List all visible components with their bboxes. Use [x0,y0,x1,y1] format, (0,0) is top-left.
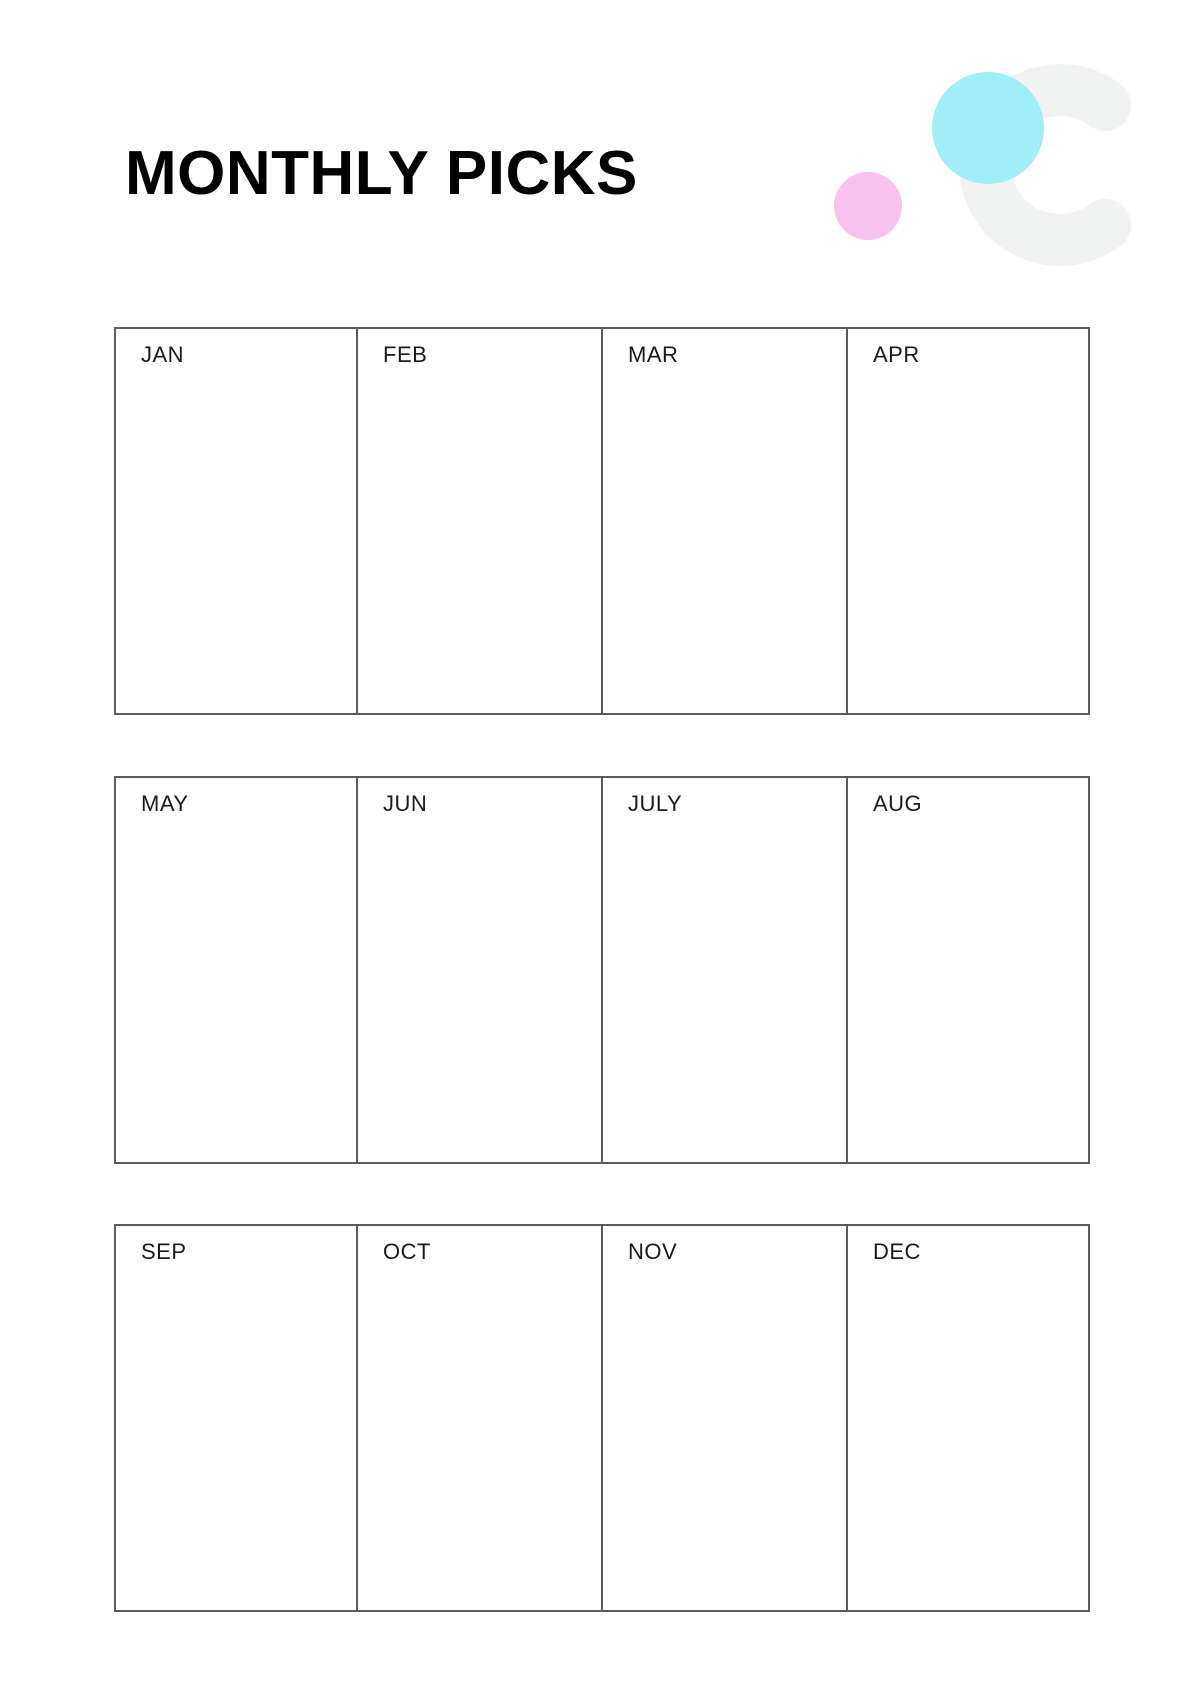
month-label: MAY [141,791,189,816]
month-label: FEB [383,342,428,367]
month-box-sep[interactable] [116,1226,356,1610]
month-label: MAR [628,342,679,367]
month-box-aug[interactable] [846,778,1088,1162]
month-row-3 [114,1224,1090,1612]
month-label: JULY [628,791,683,816]
month-box-jun[interactable] [356,778,601,1162]
month-label: APR [873,342,920,367]
month-box-mar[interactable] [601,329,846,713]
month-box-may[interactable] [116,778,356,1162]
month-box-july[interactable] [601,778,846,1162]
month-label: AUG [873,791,923,816]
month-box-apr[interactable] [846,329,1088,713]
month-box-oct[interactable] [356,1226,601,1610]
month-label: OCT [383,1239,431,1264]
decorative-shapes [820,60,1140,300]
month-label: JAN [141,342,185,367]
month-row-2 [114,776,1090,1164]
pink-circle-icon [834,172,902,240]
page-title: MONTHLY PICKS [125,139,638,208]
month-box-jan[interactable] [116,329,356,713]
month-label: SEP [141,1239,187,1264]
cyan-circle-icon [932,72,1044,184]
month-label: JUN [383,791,428,816]
month-box-nov[interactable] [601,1226,846,1610]
month-box-dec[interactable] [846,1226,1088,1610]
month-box-feb[interactable] [356,329,601,713]
month-label: NOV [628,1239,678,1264]
month-label: DEC [873,1239,921,1264]
month-row-1 [114,327,1090,715]
